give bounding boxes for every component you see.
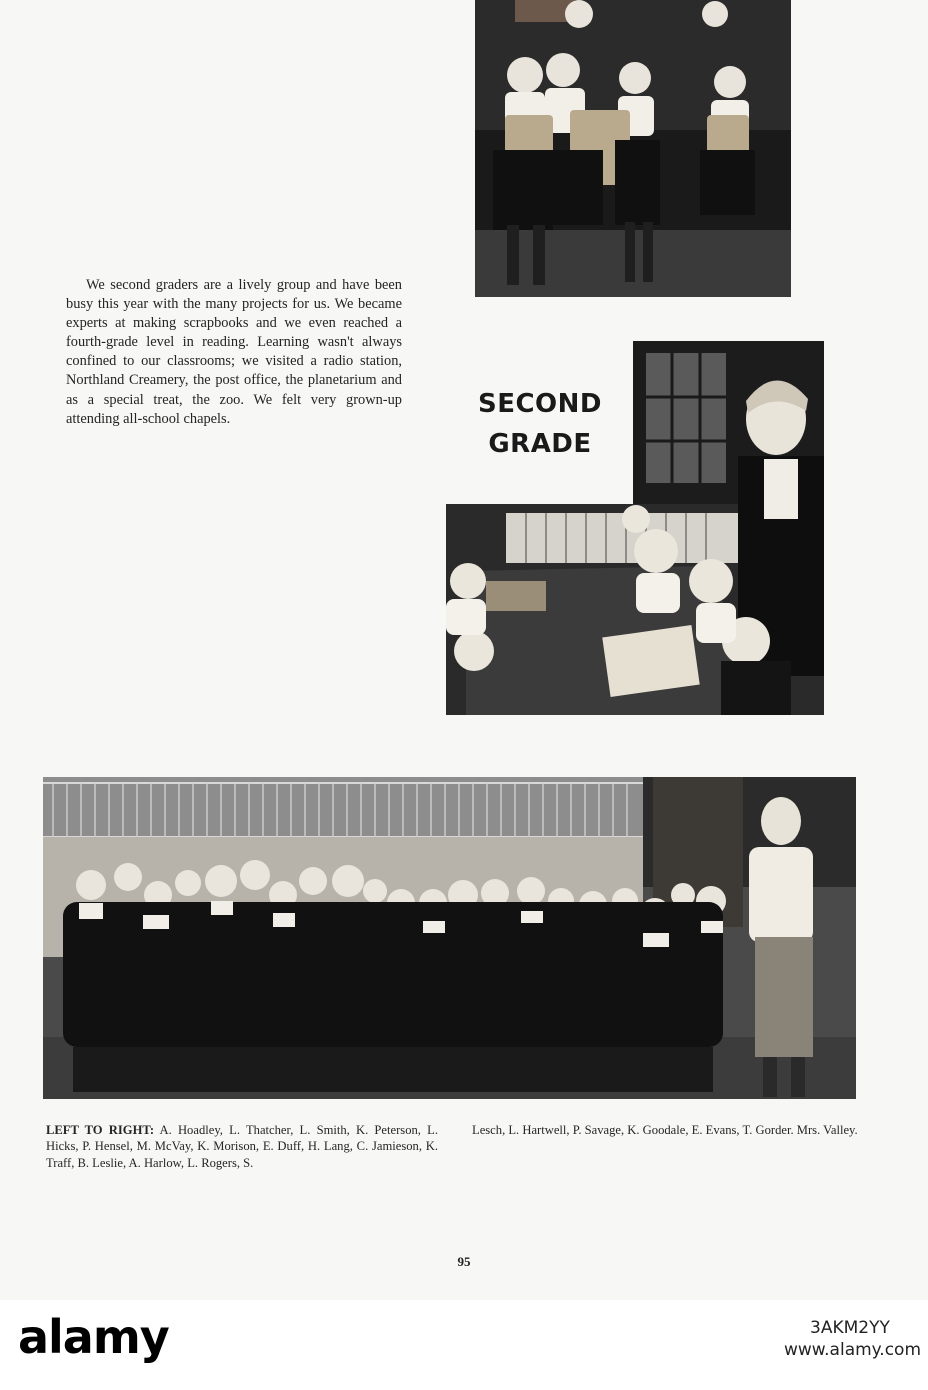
- photo-class-group: [43, 777, 856, 1099]
- watermark-url: www.alamy.com: [784, 1340, 922, 1360]
- photo-classroom-table: [446, 341, 824, 715]
- caption-lead: LEFT TO RIGHT:: [46, 1123, 155, 1137]
- title-line-2: GRADE: [488, 429, 592, 459]
- title-line-1: SECOND: [477, 389, 602, 419]
- caption-names-left: [46, 1122, 438, 1171]
- watermark-image-id: 3AKM2YY: [810, 1318, 890, 1338]
- caption-names-right: Lesch, L. Hartwell, P. Savage, K. Goodale, E. Evans, T. Gorder. Mrs. Valley.: [472, 1123, 858, 1137]
- intro-paragraph: We second graders are a lively group and have been busy this year with the many projects for us. We became experts at making scrapbooks and we even reached a fourth-grade level in reading. Learning wasn't always confined to our classrooms; we visited a radio station, Northland Creamery, the post office, the planetarium and as a special treat, the zoo. We felt very grown-up attending all-school chapels.: [66, 277, 402, 427]
- photo-children-carrying-bags: [475, 0, 791, 297]
- caption-left-text: A. Hoadley, L. Thatcher, L. Smith, K. Peterson, L. Hicks, P. Hensel, M. McVay, K. Morison, E. Duff, H. Lang, C. Jamieson, K. Traff, B. Leslie, A. Harlow, L. Rogers, S.: [46, 1123, 438, 1170]
- page-number: 95: [457, 1254, 471, 1269]
- watermark-logo: alamy: [18, 1310, 169, 1364]
